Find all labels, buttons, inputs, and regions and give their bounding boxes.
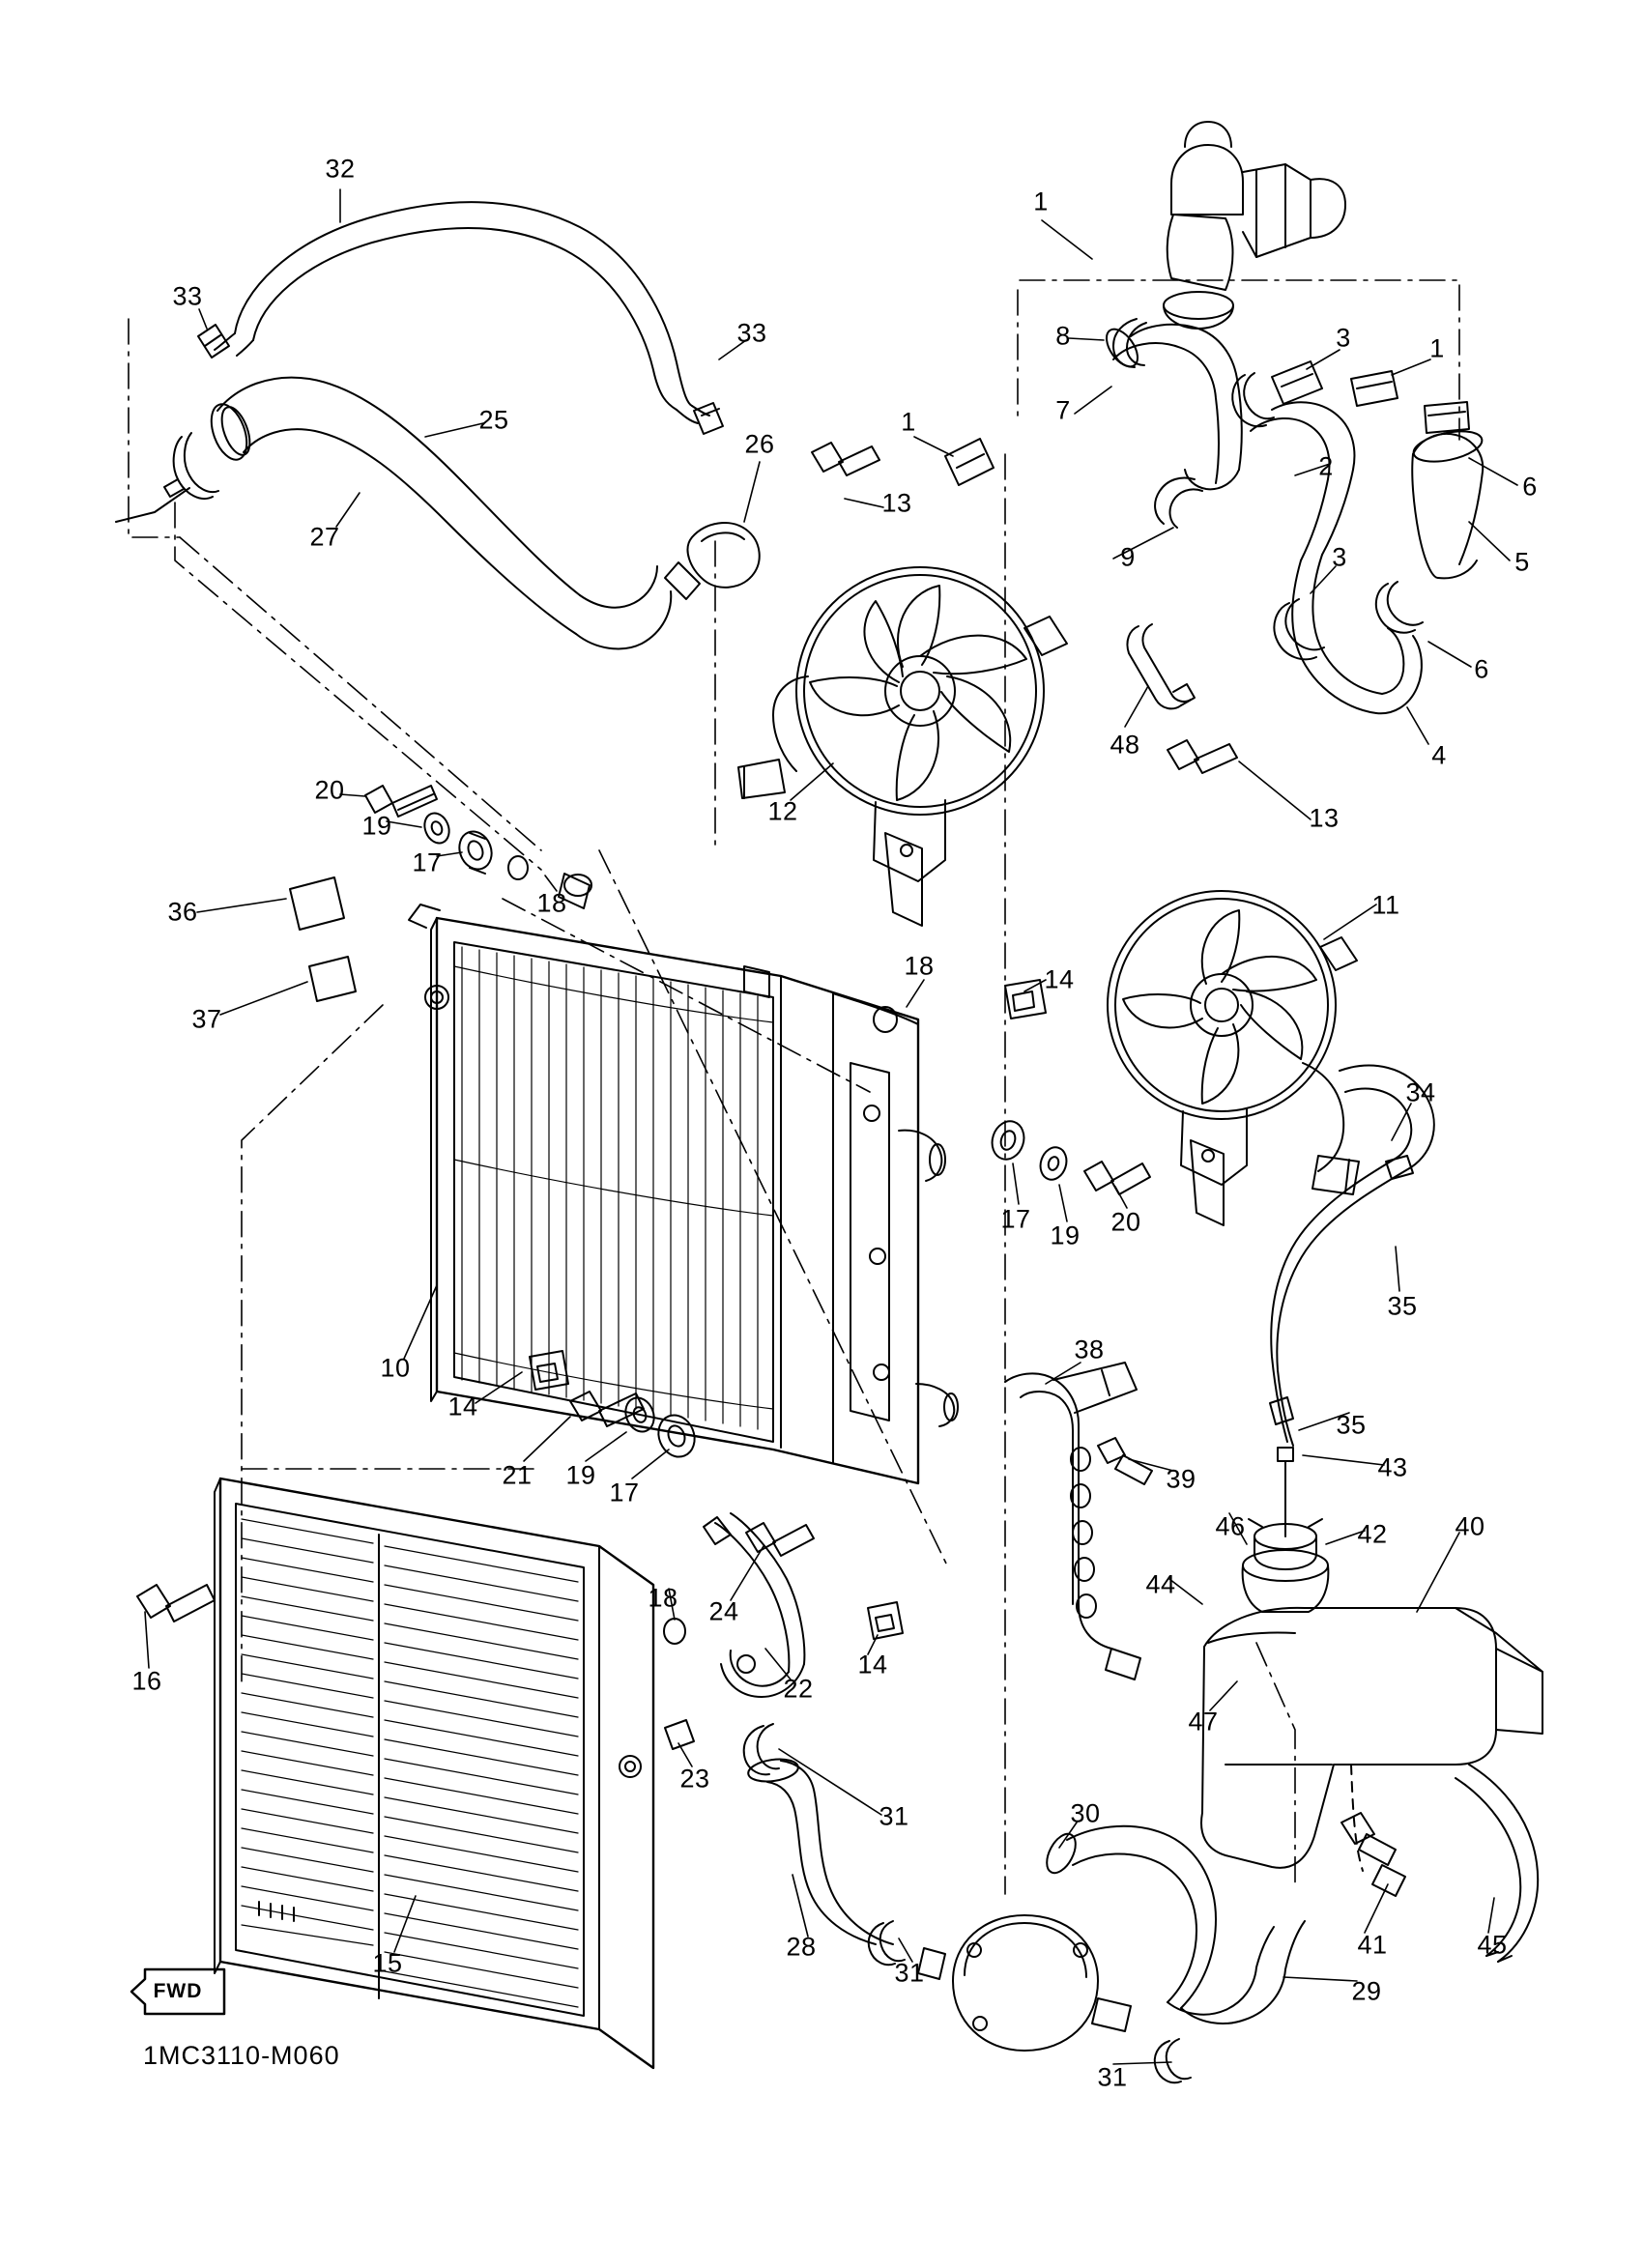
callout-number: 6: [1522, 472, 1538, 502]
callout-number: 3: [1336, 323, 1351, 353]
callout-number: 19: [361, 811, 392, 841]
hose-32: [198, 202, 723, 434]
fan-11: [1108, 891, 1359, 1225]
callout-number: 28: [786, 1932, 817, 1962]
callout-number: 32: [325, 154, 356, 184]
callout-number: 41: [1357, 1930, 1388, 1960]
callout-number: 18: [536, 888, 567, 918]
hose-34: [1271, 1066, 1538, 1962]
callout-number: 8: [1055, 321, 1071, 351]
callout-number: 48: [1110, 730, 1140, 760]
callout-number: 2: [1318, 451, 1334, 481]
callout-number: 15: [372, 1948, 403, 1978]
callout-number: 26: [744, 429, 775, 459]
callout-number: 5: [1514, 547, 1530, 577]
callout-number: 19: [1050, 1220, 1081, 1250]
callout-number: 39: [1166, 1464, 1196, 1494]
callout-number: 30: [1070, 1798, 1101, 1828]
callout-number: 33: [172, 281, 203, 311]
callout-number: 14: [1044, 964, 1075, 994]
callout-number: 31: [879, 1801, 909, 1831]
callout-number: 34: [1405, 1077, 1436, 1107]
diagram-part-number: 1MC3110-M060: [143, 2041, 340, 2070]
radiator-10: [409, 904, 958, 1483]
callout-number: 13: [1309, 803, 1340, 833]
callout-number: 20: [1110, 1207, 1141, 1237]
water-pump-assembly: [744, 1724, 1305, 2082]
callout-number: 17: [412, 847, 443, 877]
callout-number: 46: [1215, 1511, 1246, 1541]
callout-number: 20: [314, 775, 345, 805]
callout-number: 29: [1351, 1976, 1382, 2006]
callout-number: 21: [502, 1460, 533, 1490]
callout-number: 42: [1357, 1519, 1388, 1549]
callout-number: 4: [1431, 740, 1447, 770]
callout-number: 7: [1055, 395, 1071, 425]
callout-number: 45: [1477, 1930, 1508, 1960]
callout-number: 47: [1188, 1707, 1219, 1737]
callout-number: 1: [1033, 187, 1049, 216]
callout-number: 35: [1387, 1291, 1418, 1321]
callout-number: 17: [1000, 1204, 1031, 1234]
callout-number: 37: [191, 1004, 222, 1034]
callout-number: 33: [736, 318, 767, 348]
fwd-label: FWD: [153, 1980, 203, 2002]
callout-number: 19: [565, 1460, 596, 1490]
fan-12: [738, 567, 1067, 926]
callout-number: 18: [904, 951, 935, 981]
callout-number: 11: [1371, 890, 1400, 920]
callout-number: 6: [1474, 654, 1489, 684]
callout-number: 1: [901, 407, 916, 437]
callout-number: 43: [1377, 1452, 1408, 1482]
callout-number: 31: [894, 1958, 925, 1988]
callout-number: 36: [167, 897, 198, 927]
callout-number: 9: [1120, 542, 1136, 572]
hose-assembly-upper-right: [688, 122, 1485, 713]
fasteners: [137, 443, 1408, 1896]
callout-number: 35: [1336, 1410, 1367, 1440]
reservoir-tank-40: [1201, 1397, 1542, 1871]
bracket-38: [1005, 1363, 1152, 1679]
callout-number: 18: [648, 1583, 678, 1613]
callout-number: 38: [1074, 1335, 1105, 1364]
callout-number: 10: [380, 1353, 411, 1383]
callout-number: 23: [679, 1764, 710, 1794]
fwd-orientation-marker: [124, 1962, 232, 2022]
callout-number: 12: [767, 796, 798, 826]
callout-number: 40: [1455, 1511, 1485, 1541]
callout-number: 1: [1429, 333, 1445, 363]
callout-number: 44: [1145, 1569, 1176, 1599]
callout-number: 27: [309, 522, 340, 552]
callout-number: 17: [609, 1478, 640, 1507]
callout-number: 13: [881, 488, 912, 518]
callout-number: 14: [857, 1650, 888, 1679]
callout-number: 24: [708, 1596, 739, 1626]
oil-cooler-15: [215, 1479, 653, 2068]
hose-25: [116, 378, 700, 649]
callout-number: 3: [1332, 542, 1347, 572]
callout-number: 14: [447, 1392, 478, 1421]
callout-number: 25: [478, 405, 509, 435]
callout-number: 31: [1097, 2062, 1128, 2092]
callout-number: 16: [131, 1666, 162, 1696]
callout-number: 22: [783, 1674, 814, 1704]
